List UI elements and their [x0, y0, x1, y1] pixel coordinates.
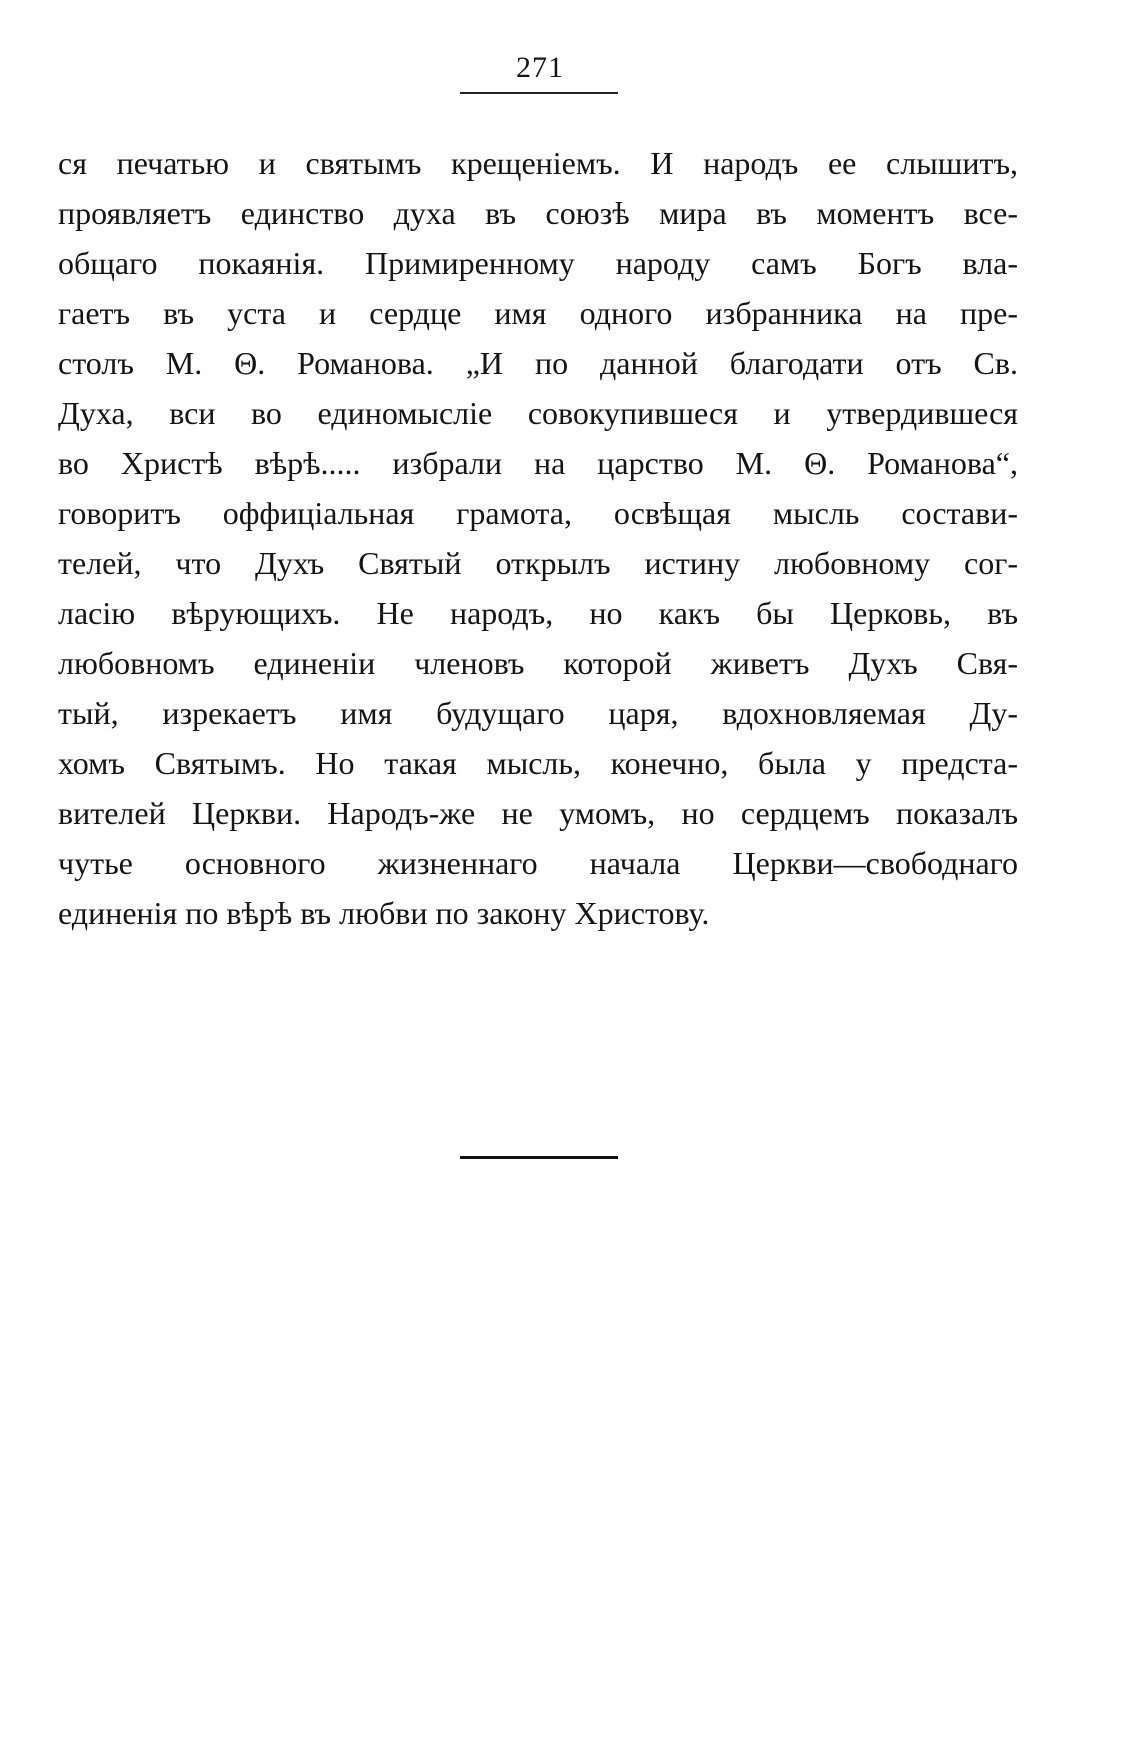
text-line: столъ М. Θ. Романова. „И по данной благодати отъ Св. — [58, 345, 1018, 381]
text-line: Духа, вси во единомыслiе совокупившеся и утвердившеся — [58, 395, 1018, 431]
page-number-rule — [460, 92, 618, 94]
page-number: 271 — [516, 51, 564, 84]
body-text — [58, 138, 1018, 938]
text-line: гаетъ въ уста и сердце имя одного избранника на пре- — [58, 295, 1018, 331]
text-line: телей, что Духъ Святый открылъ истину любовному сог- — [58, 545, 1018, 581]
end-of-section-rule — [460, 1156, 618, 1159]
text-line: хомъ Святымъ. Но такая мысль, конечно, была у предста- — [58, 745, 1018, 781]
text-line: общаго покаянiя. Примиренному народу самъ Богъ вла- — [58, 245, 1018, 281]
text-line: ласiю вѣрующихъ. Не народъ, но какъ бы Церковь, въ — [58, 595, 1018, 631]
text-line: чутье основного жизненнаго начала Церкви—свободнаго — [58, 845, 1018, 881]
text-line: любовномъ единенiи членовъ которой живетъ Духъ Свя- — [58, 645, 1018, 681]
text-line: ся печатью и святымъ крещенiемъ. И народъ ее слышитъ, — [58, 145, 1018, 181]
text-line: вителей Церкви. Народъ-же не умомъ, но сердцемъ показалъ — [58, 795, 1018, 831]
text-line: единенiя по вѣрѣ въ любви по закону Христову. — [58, 895, 710, 931]
text-line: проявляетъ единство духа въ союзѣ мира въ моментъ все- — [58, 195, 1018, 231]
text-line: тый, изрекаетъ имя будущаго царя, вдохновляемая Ду- — [58, 695, 1018, 731]
text-line: говоритъ оффицiальная грамота, освѣщая мысль состави- — [58, 495, 1018, 531]
text-line: во Христѣ вѣрѣ..... избрали на царство М. Θ. Романова“, — [58, 445, 1018, 481]
